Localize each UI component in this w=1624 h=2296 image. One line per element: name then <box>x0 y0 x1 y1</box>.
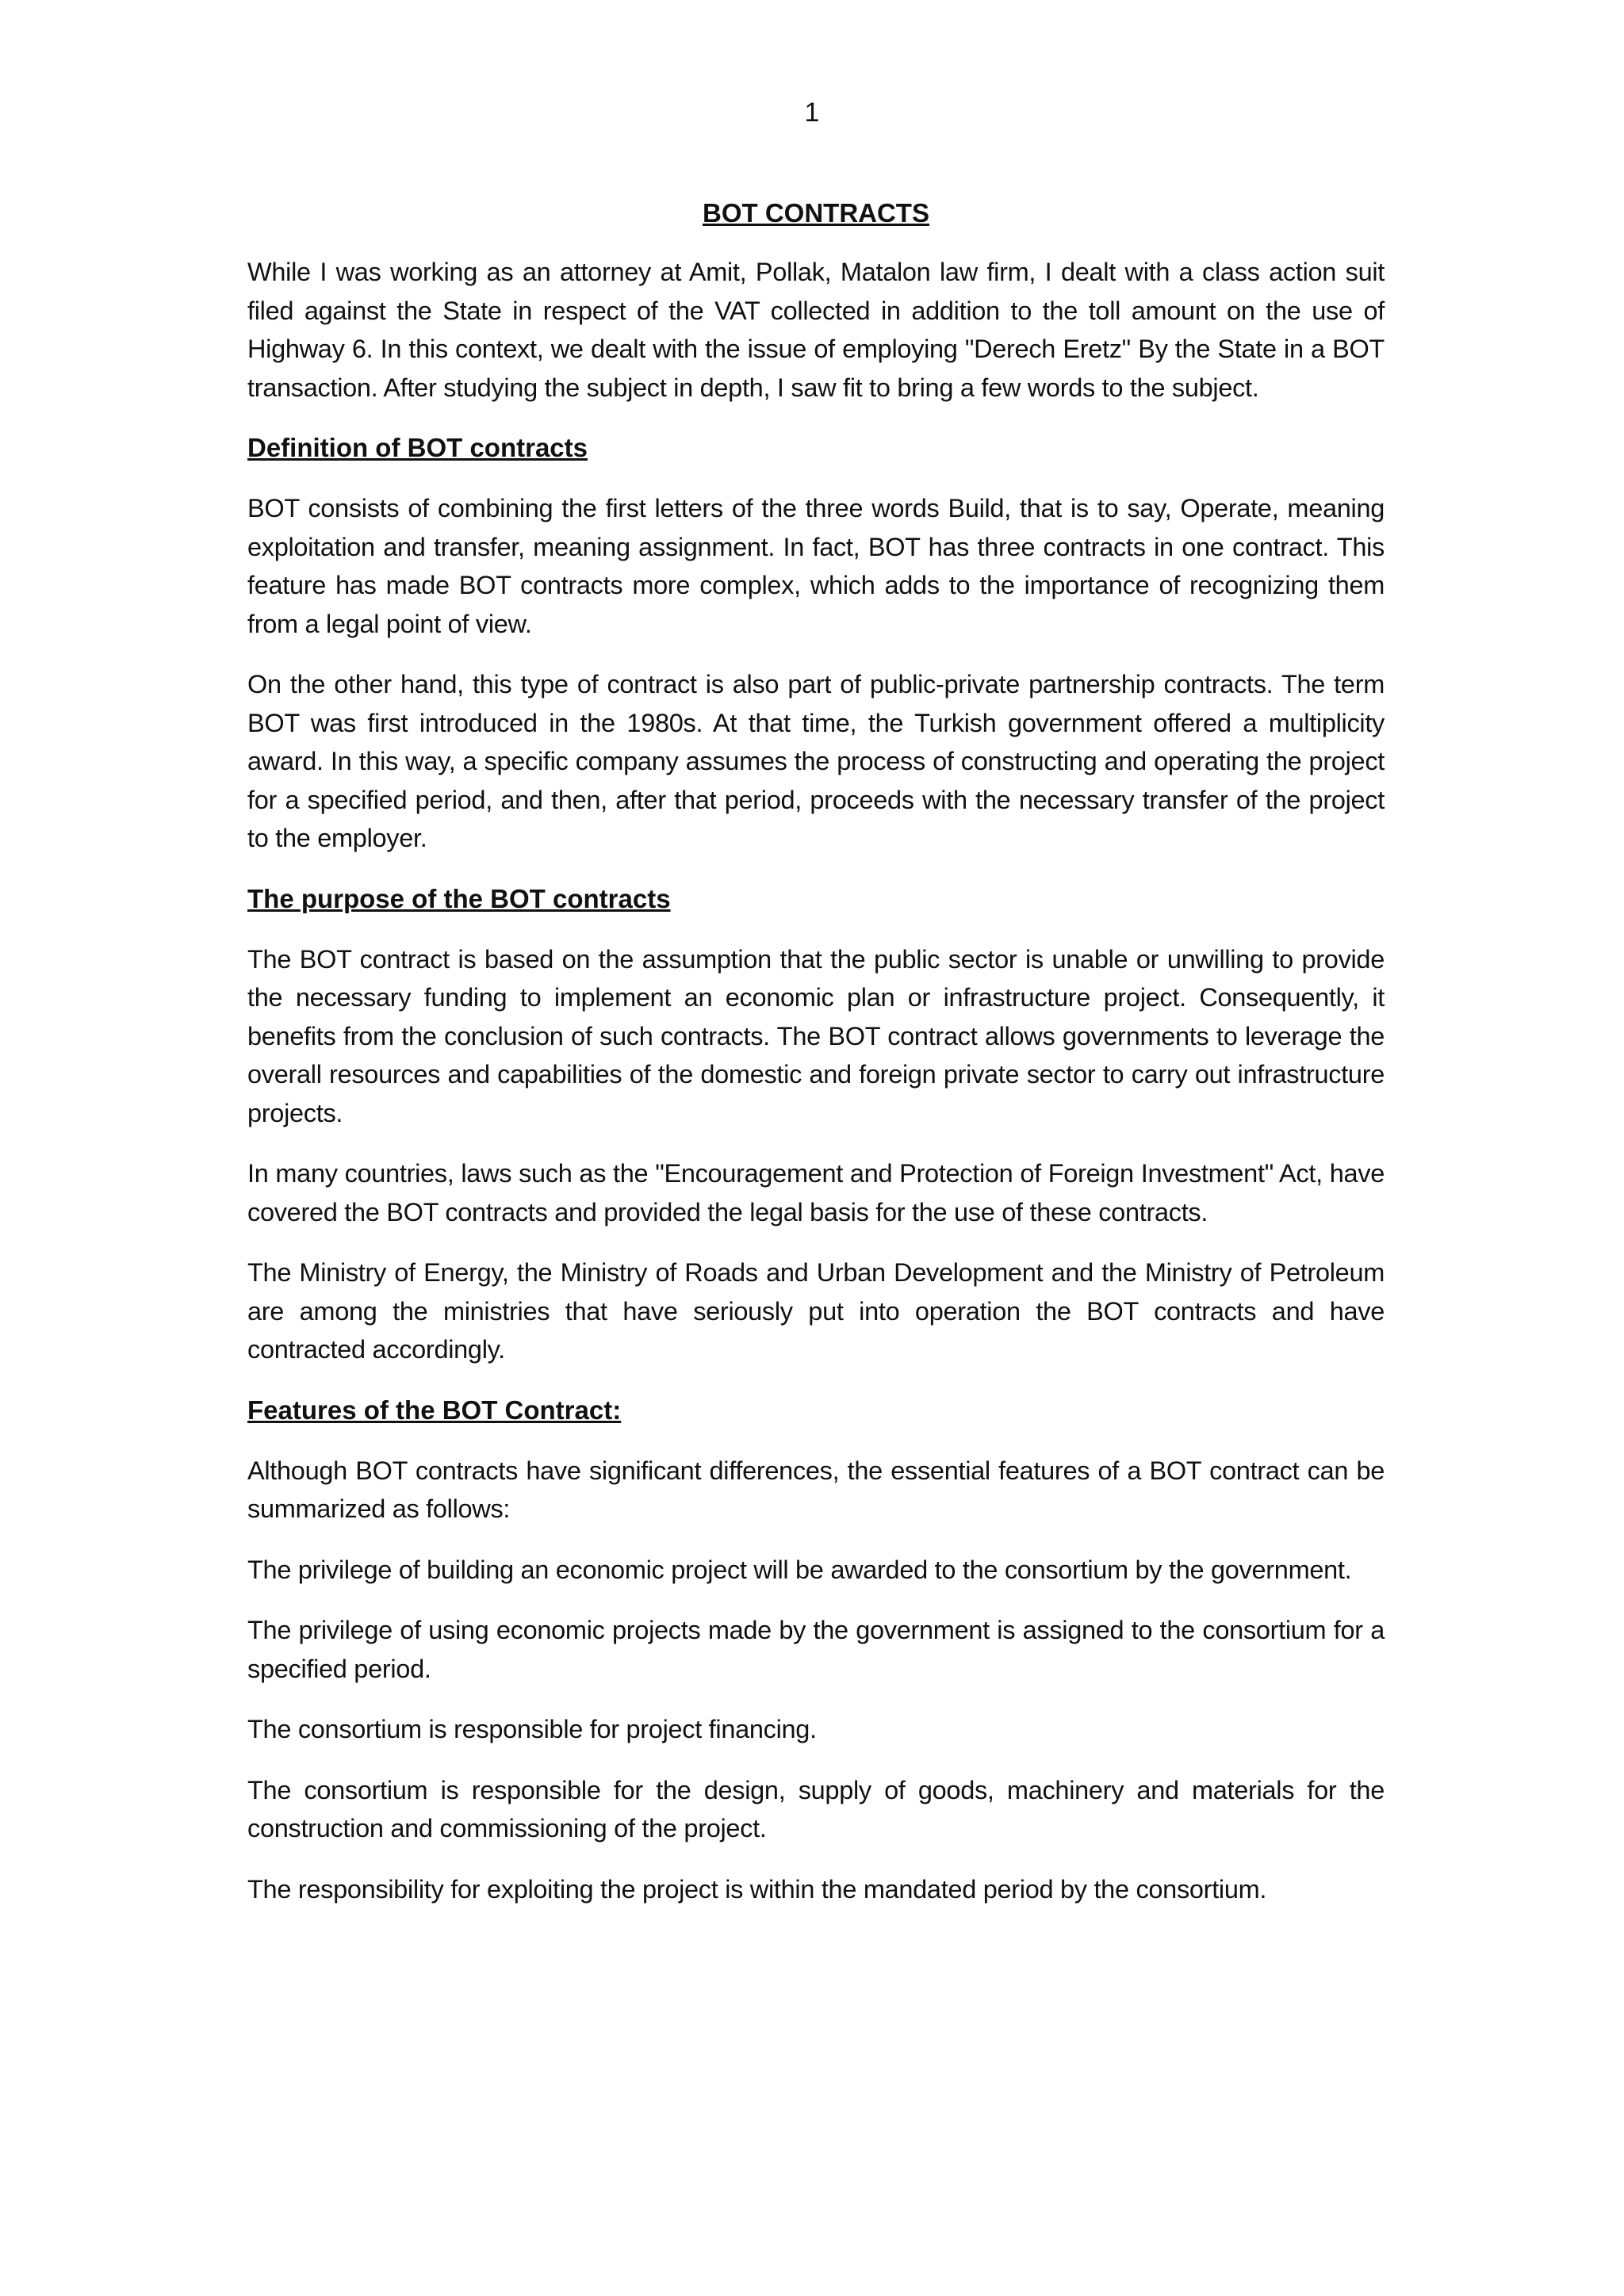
paragraph-feature-2: The privilege of using economic projects made by the government is assigned to the consortium for a specified period. <box>247 1616 1385 1683</box>
section-heading-features: Features of the BOT Contract: <box>247 1395 622 1425</box>
paragraph-features-intro: Although BOT contracts have significant differences, the essential features of a BOT contract can be summarized as follows: <box>247 1456 1385 1523</box>
paragraph-purpose-3: The Ministry of Energy, the Ministry of Roads and Urban Development and the Ministry of Petroleum are among the ministries that have seriously put into operation the BOT contracts and have contracted accordingly. <box>247 1258 1385 1364</box>
document-body <box>247 194 1385 1931</box>
intro-paragraph: While I was working as an attorney at Amit, Pollak, Matalon law firm, I dealt with a class action suit filed against the State in respect of the VAT collected in addition to the toll amount on the use of Highway 6. In this context, we dealt with the issue of employing "Derech Eretz" By the State in a BOT transaction. After studying the subject in depth, I saw fit to bring a few words to the subject. <box>247 258 1385 402</box>
section-heading-purpose: The purpose of the BOT contracts <box>247 883 671 913</box>
paragraph-feature-1: The privilege of building an economic project will be awarded to the consortium by the government. <box>247 1555 1352 1584</box>
paragraph-purpose-2: In many countries, laws such as the "Encouragement and Protection of Foreign Investment" Act, have covered the BOT contracts and provided the legal basis for the use of these contracts. <box>247 1159 1385 1226</box>
paragraph-purpose-1: The BOT contract is based on the assumption that the public sector is unable or unwilling to provide the necessary funding to implement an economic plan or infrastructure project. Consequently, it benefits from the conclusion of such contracts. The BOT contract allows governments to leverage the overall resources and capabilities of the domestic and foreign private sector to carry out infrastructure projects. <box>247 944 1385 1127</box>
page-number: 1 <box>804 98 820 128</box>
document-title: BOT CONTRACTS <box>703 198 929 228</box>
paragraph-feature-5: The responsibility for exploiting the project is within the mandated period by the consortium. <box>247 1874 1267 1904</box>
paragraph-definition-2: On the other hand, this type of contract is also part of public-private partnership contracts. The term BOT was first introduced in the 1980s. At that time, the Turkish government offered a multiplicity award. In this way, a specific company assumes the process of constructing and operating the project for a specified period, and then, after that period, proceeds with the necessary transfer of the project to the employer. <box>247 670 1385 852</box>
paragraph-definition-1: BOT consists of combining the first letters of the three words Build, that is to say, Operate, meaning exploitation and transfer, meaning assignment. In fact, BOT has three contracts in one contract. This feature has made BOT contracts more complex, which adds to the importance of recognizing them from a legal point of view. <box>247 494 1385 638</box>
paragraph-feature-3: The consortium is responsible for project financing. <box>247 1715 817 1743</box>
paragraph-feature-4: The consortium is responsible for the design, supply of goods, machinery and materials for the construction and commissioning of the project. <box>247 1775 1385 1843</box>
section-heading-definition: Definition of BOT contracts <box>247 433 588 462</box>
